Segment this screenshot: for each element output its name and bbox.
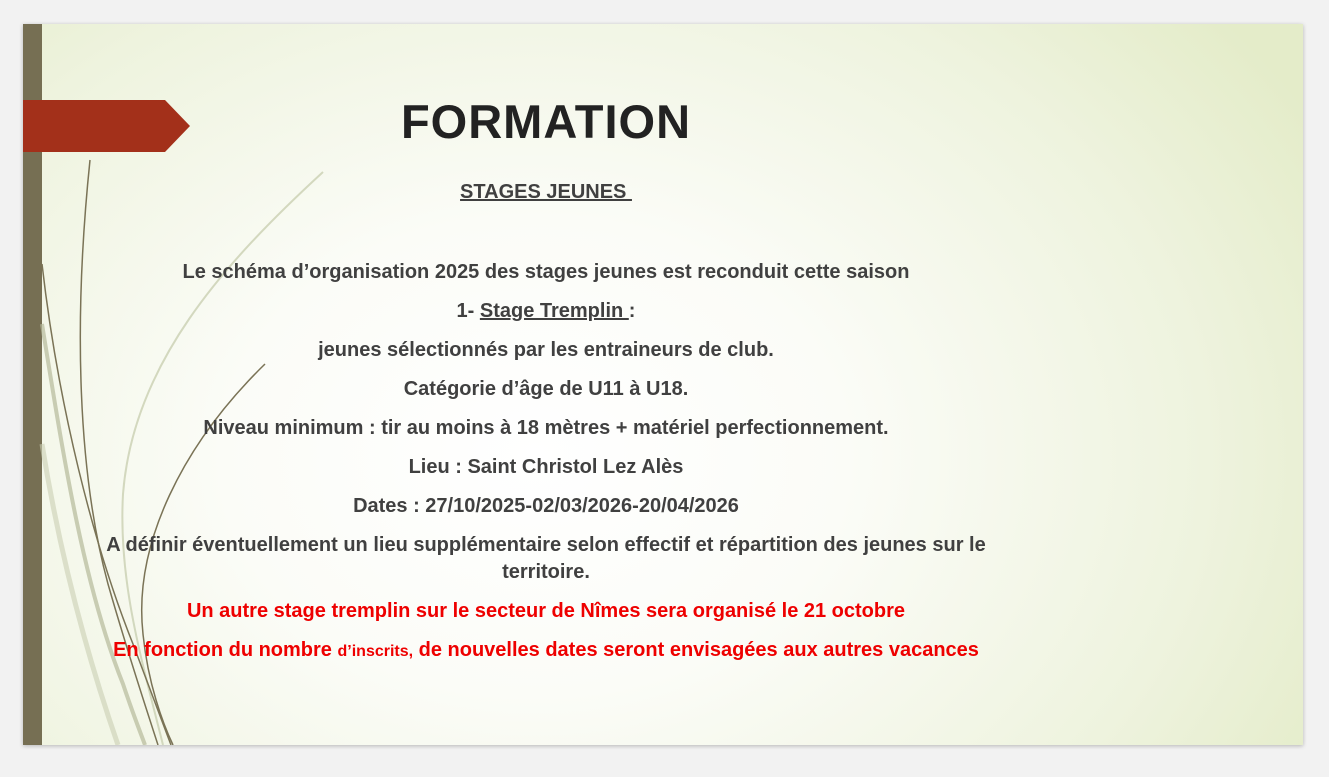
future-dates-part-c: de nouvelles dates seront envisagées aux autres vacances — [413, 639, 979, 661]
stage-tremplin-heading — [101, 298, 991, 325]
nimes-stage-line: Un autre stage tremplin sur le secteur de Nîmes sera organisé le 21 octobre — [186, 600, 906, 622]
selection-line: jeunes sélectionnés par les entraineurs de club. — [318, 339, 774, 361]
future-dates-line — [101, 637, 991, 665]
item-prefix: 1- — [456, 300, 480, 322]
level-line: Niveau minimum : tir au moins à 18 mètres + matériel perfectionnement. — [203, 417, 889, 439]
slide-subtitle: STAGES JEUNES — [460, 181, 632, 203]
intro-line: Le schéma d’organisation 2025 des stages jeunes est reconduit cette saison — [182, 261, 910, 283]
stage-tremplin-label: Stage Tremplin — [479, 300, 629, 322]
future-dates-part-b: d’inscrits, — [337, 643, 414, 660]
dates-line: Dates : 27/10/2025-02/03/2026-20/04/2026 — [353, 495, 739, 517]
slide — [23, 24, 1303, 745]
slide-body — [101, 259, 991, 665]
future-dates-part-a: En fonction du nombre — [113, 639, 338, 661]
place-line: Lieu : Saint Christol Lez Alès — [408, 456, 684, 478]
age-line: Catégorie d’âge de U11 à U18. — [403, 378, 689, 400]
item-colon: : — [628, 300, 636, 322]
extra-location-line: A définir éventuellement un lieu supplémentaire selon effectif et répartition des jeunes sur le territoire. — [106, 534, 986, 583]
slide-title: FORMATION — [400, 95, 692, 148]
